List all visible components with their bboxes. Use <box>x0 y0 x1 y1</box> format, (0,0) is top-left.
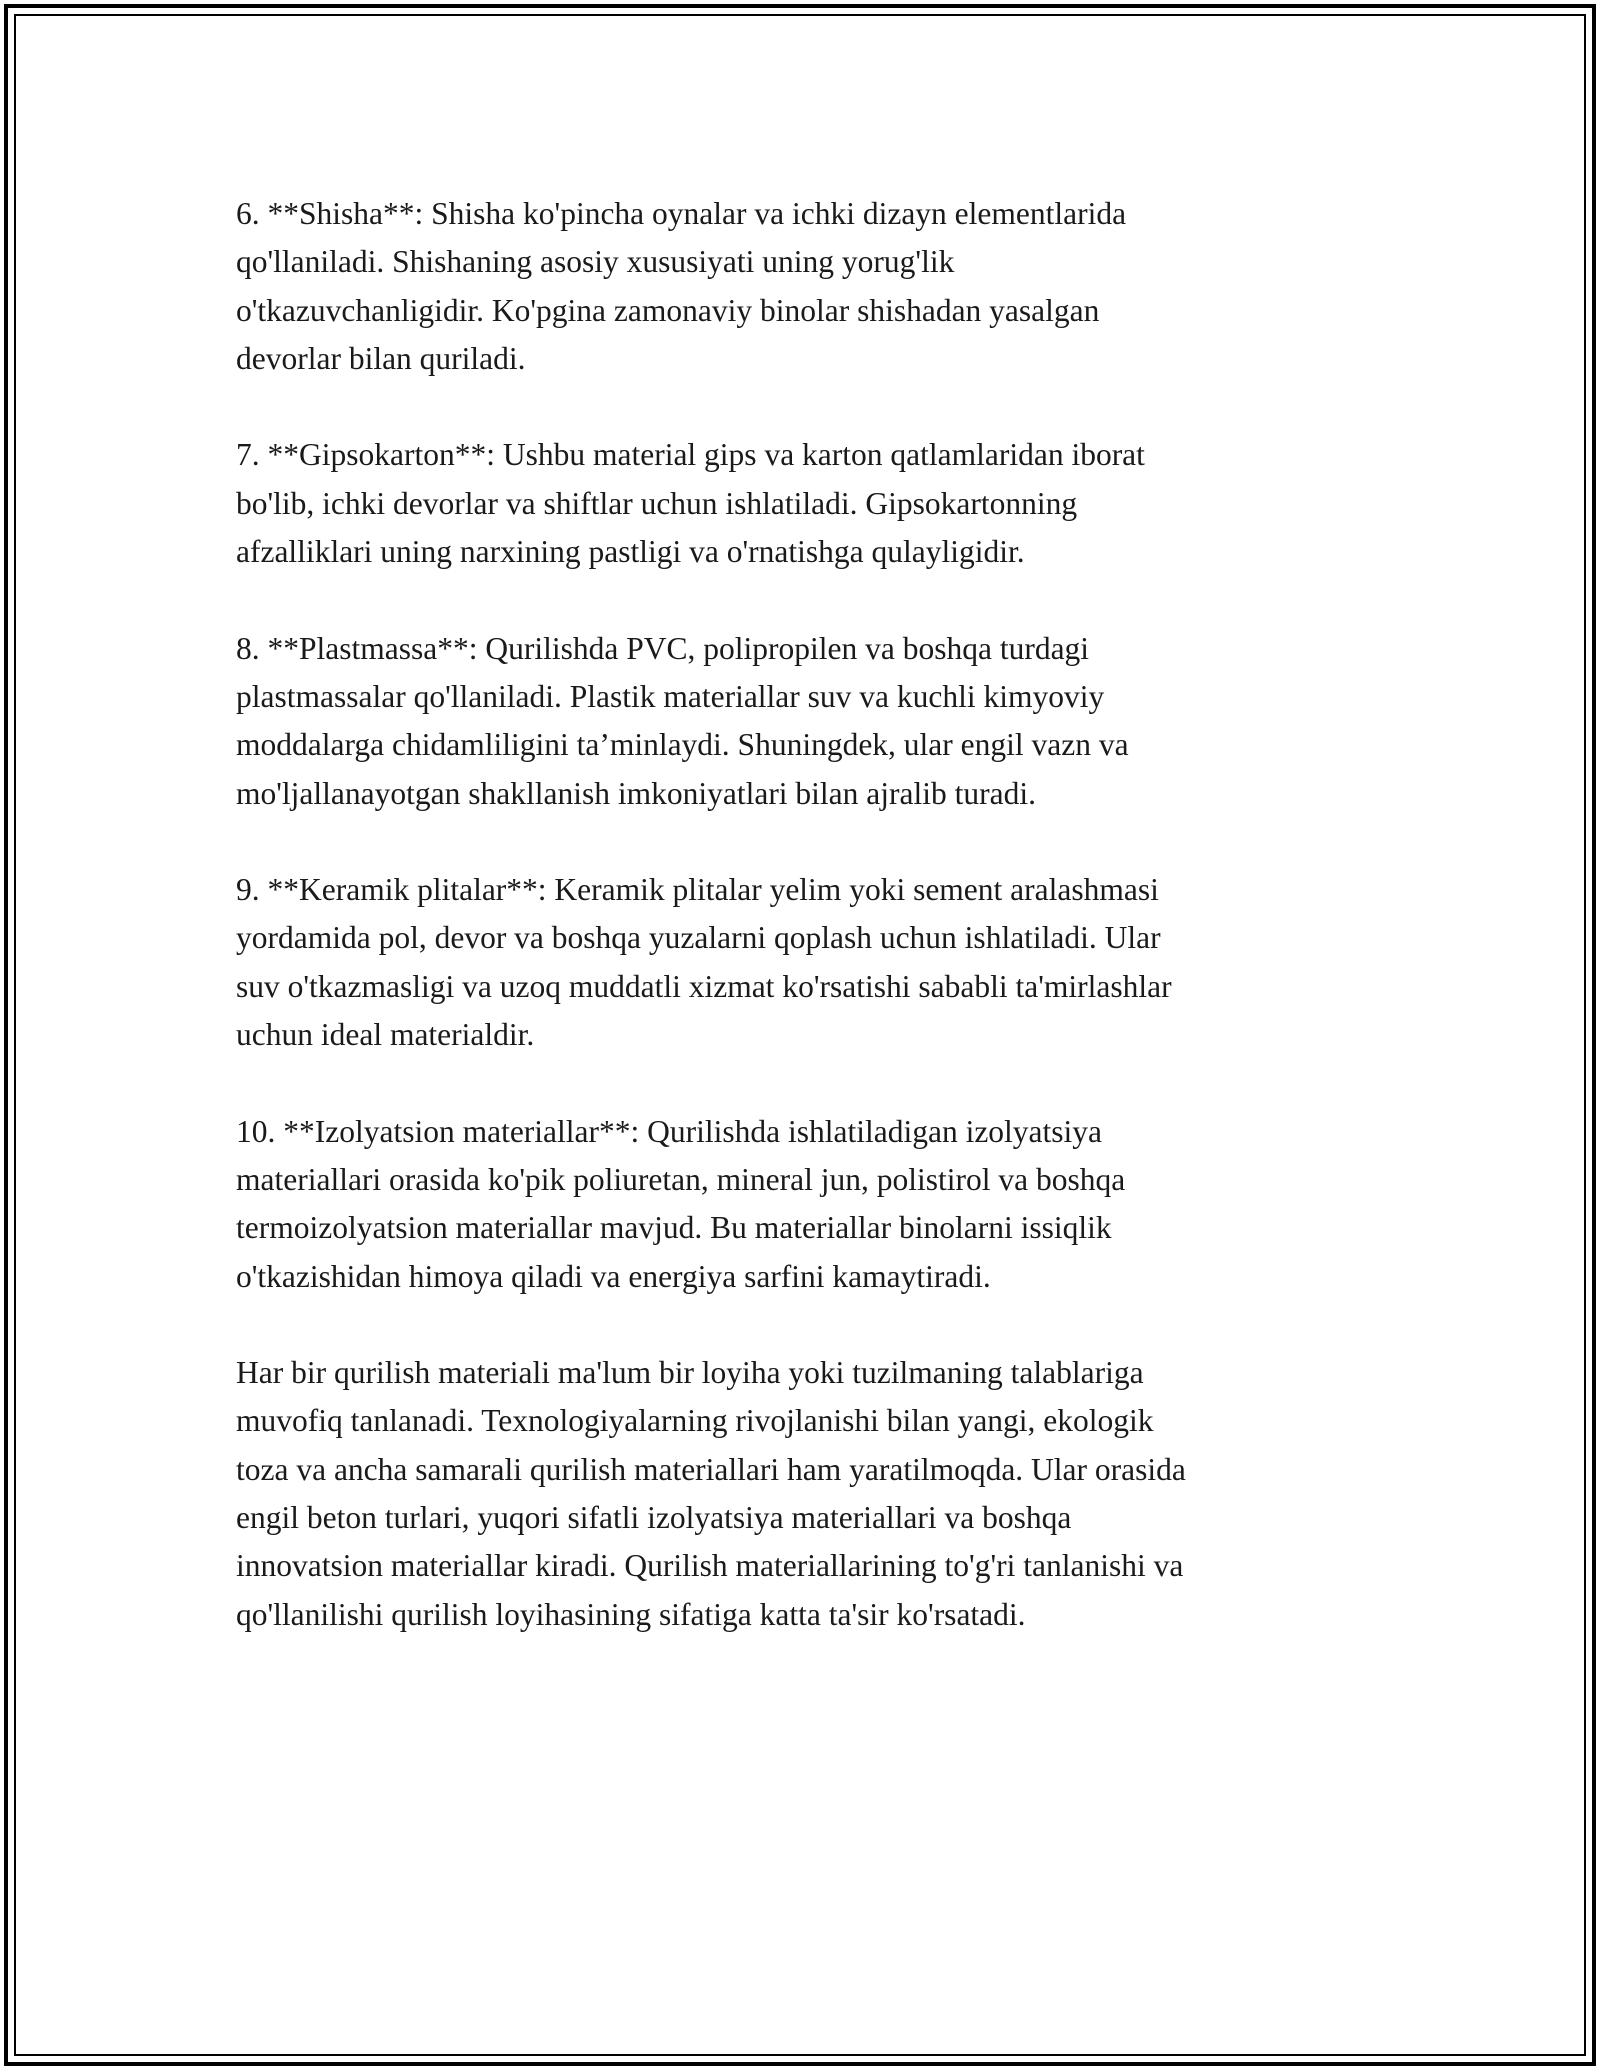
text-line: plastmassalar qo'llaniladi. Plastik materiallar suv va kuchli kimyoviy <box>236 678 1105 714</box>
text-line: mo'ljallanayotgan shakllanish imkoniyatlari bilan ajralib turadi. <box>236 775 1036 811</box>
text-line: Har bir qurilish materiali ma'lum bir loyiha yoki tuzilmaning talablariga <box>236 1355 1144 1391</box>
paragraph-plastic <box>236 625 1366 818</box>
text-line: engil beton turlari, yuqori sifatli izolyatsiya materiallari va boshqa <box>236 1500 1072 1536</box>
document-body <box>236 190 1366 1687</box>
text-line: innovatsion materiallar kiradi. Qurilish materiallarining to'g'ri tanlanishi va <box>236 1548 1184 1584</box>
text-line: o'tkazishidan himoya qiladi va energiya sarfini kamaytiradi. <box>236 1258 991 1294</box>
text-line: muvofiq tanlanadi. Texnologiyalarning rivojlanishi bilan yangi, ekologik <box>236 1403 1154 1439</box>
paragraph-insulation <box>236 1108 1366 1301</box>
text-line: o'tkazuvchanligidir. Ko'pgina zamonaviy binolar shishadan yasalgan <box>236 292 1100 328</box>
text-line: suv o'tkazmasligi va uzoq muddatli xizmat ko'rsatishi sababli ta'mirlashlar <box>236 968 1172 1004</box>
text-line: moddalarga chidamliligini ta’minlaydi. Shuningdek, ular engil vazn va <box>236 727 1129 763</box>
text-line: qo'llaniladi. Shishaning asosiy xususiyati uning yorug'lik <box>236 244 955 280</box>
text-line: qo'llanilishi qurilish loyihasining sifatiga katta ta'sir ko'rsatadi. <box>236 1596 1026 1632</box>
text-line: 10. **Izolyatsion materiallar**: Qurilishda ishlatiladigan izolyatsiya <box>236 1113 1103 1149</box>
text-line: termoizolyatsion materiallar mavjud. Bu materiallar binolarni issiqlik <box>236 1210 1112 1246</box>
paragraph-drywall <box>236 431 1366 576</box>
text-line: toza va ancha samarali qurilish materiallari ham yaratilmoqda. Ular orasida <box>236 1451 1186 1487</box>
text-line: 6. **Shisha**: Shisha ko'pincha oynalar va ichki dizayn elementlarida <box>236 196 1127 231</box>
text-line: devorlar bilan quriladi. <box>236 340 526 376</box>
text-line: uchun ideal materialdir. <box>236 1017 535 1053</box>
text-line: materiallari orasida ko'pik poliuretan, mineral jun, polistirol va boshqa <box>236 1161 1126 1197</box>
text-line: yordamida pol, devor va boshqa yuzalarni qoplash uchun ishlatiladi. Ular <box>236 920 1161 956</box>
paragraph-conclusion <box>236 1349 1366 1639</box>
text-line: 9. **Keramik plitalar**: Keramik plitalar yelim yoki sement aralashmasi <box>236 872 1159 908</box>
text-line: 7. **Gipsokarton**: Ushbu material gips va karton qatlamlaridan iborat <box>236 437 1145 473</box>
text-line: 8. **Plastmassa**: Qurilishda PVC, polipropilen va boshqa turdagi <box>236 630 1090 666</box>
text-line: bo'lib, ichki devorlar va shiftlar uchun ishlatiladi. Gipsokartonning <box>236 485 1078 521</box>
paragraph-ceramic-tiles <box>236 866 1366 1059</box>
paragraph-glass <box>236 190 1366 383</box>
text-line: afzalliklari uning narxining pastligi va o'rnatishga qulayligidir. <box>236 534 1025 570</box>
